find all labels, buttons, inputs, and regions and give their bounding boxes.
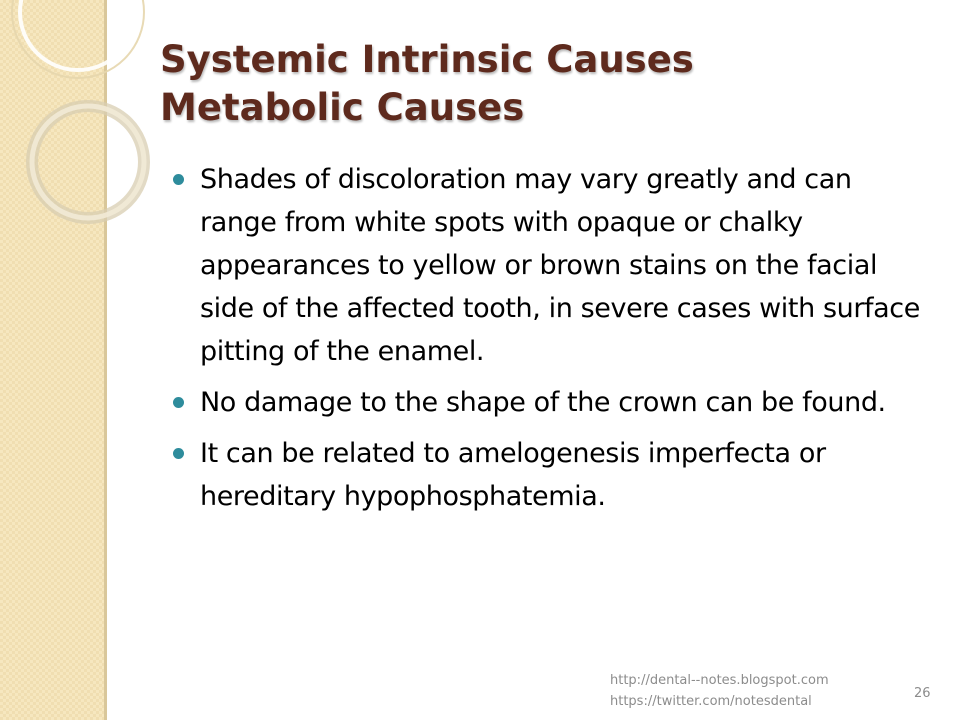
slide-title <box>160 36 920 132</box>
slide-number: 26 <box>914 686 931 701</box>
bullet-list <box>170 158 930 526</box>
title-line-1: Systemic Intrinsic Causes <box>160 38 694 81</box>
bullet-text: Shades of discoloration may vary greatly and can range from white spots with opaque or chalky appearances to yellow or brown stains on the facial side of the affected tooth, in severe cases with surface pitting of the enamel. <box>200 164 920 367</box>
bullet-dot-icon <box>173 448 184 459</box>
bullet-item <box>170 158 930 373</box>
bullet-dot-icon <box>173 174 184 185</box>
footer-twitter-link[interactable]: https://twitter.com/notesdental <box>610 694 812 709</box>
bullet-dot-icon <box>173 397 184 408</box>
footer-links <box>610 670 829 712</box>
title-line-2: Metabolic Causes <box>160 86 525 129</box>
bullet-text: No damage to the shape of the crown can be found. <box>200 387 886 418</box>
bullet-text: It can be related to amelogenesis imperfecta or hereditary hypophosphatemia. <box>200 438 826 512</box>
bullet-item <box>170 432 930 518</box>
footer-blog-link[interactable]: http://dental--notes.blogspot.com <box>610 673 829 688</box>
bullet-item <box>170 381 930 424</box>
decorative-circles <box>0 0 180 260</box>
